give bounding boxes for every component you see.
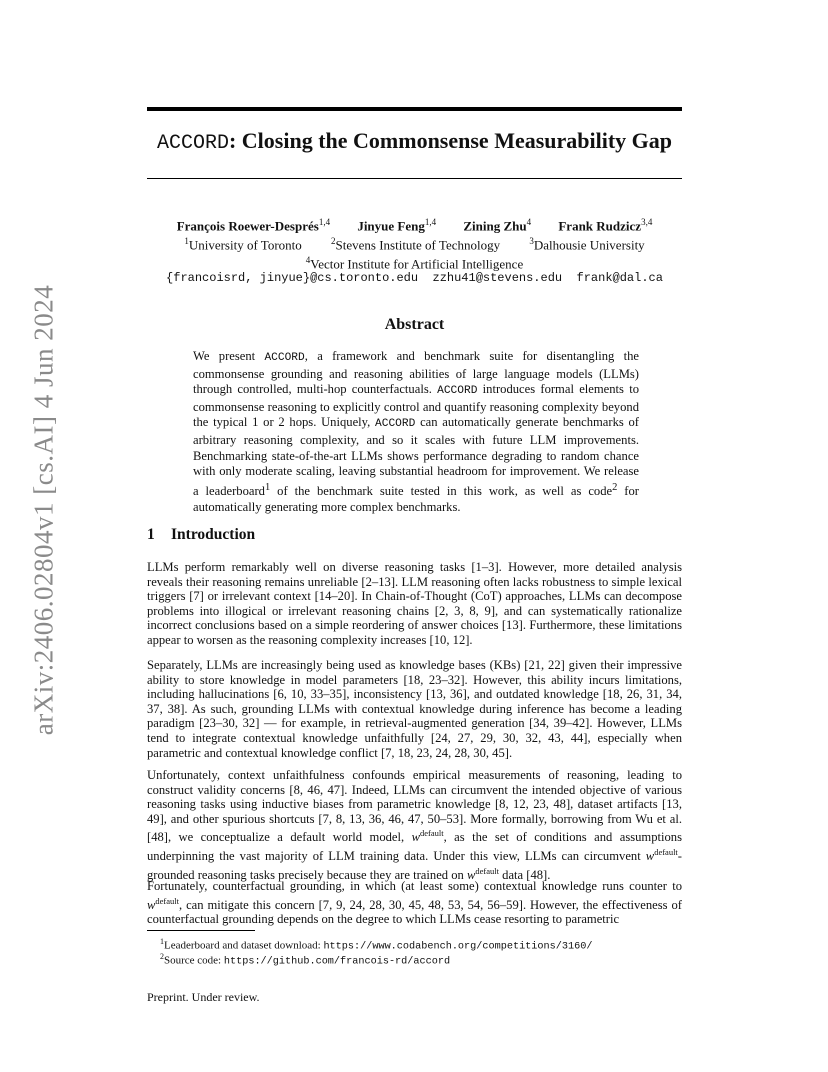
math-w: w	[147, 897, 156, 912]
author-affil: 1,4	[318, 217, 331, 227]
affiliation: Dalhousie University	[533, 237, 645, 253]
preprint-note: Preprint. Under review.	[147, 990, 260, 1004]
section-number: 1	[147, 526, 155, 543]
footnote-link[interactable]: https://github.com/francois-rd/accord	[223, 956, 451, 968]
author-affil: 4	[526, 217, 532, 227]
affiliation: Stevens Institute of Technology	[335, 237, 501, 253]
footnote-marker[interactable]: 2	[612, 481, 618, 493]
title-text: : Closing the Commonsense Measurability Gap	[228, 128, 673, 153]
author-name: Jinyue Feng	[357, 218, 425, 234]
system-name: ACCORD	[264, 352, 305, 364]
arxiv-identifier-text: arXiv:2406.02804v1 [cs.AI] 4 Jun 2024	[28, 284, 59, 736]
paragraph-2: Separately, LLMs are increasingly being used as knowledge bases (KBs) [21, 22] given their impressive ability to store knowledge in model parameters [18, 23–32]. However, this ability incurs limitations, including hallucinations [6, 10, 33–35], inconsistency [13, 36], and outdated knowledge [18, 26, 31, 34, 37, 38]. As such, grounding LLMs with contextual knowledge during inference has become a leading paradigm [23–30, 32] — for example, in retrieval-augmented generation [34, 39–42]. However, LLMs tend to integrate contextual knowledge unfaithfully [24, 27, 29, 30, 32, 43, 44], especially when parametric and contextual knowledge conflict [7, 18, 23, 24, 28, 30, 45].	[147, 658, 682, 760]
paragraph-1: LLMs perform remarkably well on diverse reasoning tasks [1–3]. However, more detailed analysis reveals their reasoning remains unreliable [2–13]. LLM reasoning often lacks robustness to simple lexical triggers [7] or irrelevant context [14–20]. In Chain-of-Thought (CoT) approaches, LLMs can decompose problems into illogical or irrelevant reasoning chains [2, 3, 8, 9], and can systematically rationalize incorrect conclusions based on a simple reordering of answer choices [13]. Furthermore, these limitations appear to worsen as the reasoning complexity increases [10, 12].	[147, 560, 682, 647]
title-bottom-rule	[147, 178, 682, 179]
section-title: Introduction	[171, 526, 256, 543]
title-system-name: ACCORD	[156, 132, 229, 155]
author-name: Frank Rudzicz	[558, 218, 642, 234]
affiliation: University of Toronto	[188, 237, 302, 253]
paragraph-3: Unfortunately, context unfaithfulness confounds empirical measurements of reasoning, leading to construct validity concerns [8, 46, 47]. Indeed, LLMs can circumvent the intended objective of various reasoning tasks using inductive biases from parametric knowledge [8, 12, 23, 48], dataset artifacts [13, 49], and other spurious shortcuts [7, 8, 13, 36, 46, 47, 50–53]. More formally, borrowing from Wu et al. [48], we conceptualize a default world model, $w^{default}$, as the set of conditions and assumptions underpinning the vast majority of LLM training data. Under this view, LLMs can circumvent $w^{default}$-grounded reasoning tasks precisely because they are trained on $w^{default}$ data [48].	[147, 768, 682, 883]
abstract-heading: Abstract	[384, 316, 445, 333]
author-emails: {francoisrd, jinyue}@cs.toronto.edu zzhu41@stevens.edu frank@dal.ca	[166, 271, 663, 286]
section-heading	[147, 526, 255, 544]
paper-title	[147, 128, 682, 155]
affiliation: Vector Institute for Artificial Intelligence	[310, 255, 524, 271]
author-affil: 1,4	[424, 217, 437, 227]
author-name: Zining Zhu	[463, 218, 527, 234]
author-name: François Roewer-Després	[176, 218, 319, 234]
affiliations-line: $^1$University of Toronto $^2$Stevens Institute of Technology $^3$Dalhousie University	[184, 235, 645, 253]
title-top-rule	[147, 107, 682, 111]
author-names	[147, 215, 682, 234]
system-name: ACCORD	[375, 418, 416, 431]
affiliations-line-2: $^4$Vector Institute for Artificial Intelligence	[305, 254, 524, 271]
math-w: w	[411, 830, 420, 845]
footnote-link[interactable]: https://www.codabench.org/competitions/3160/	[323, 941, 593, 953]
footnote-2: $^2$Source code: https://github.com/francois-rd/accord	[160, 952, 451, 968]
arxiv-identifier	[14, 284, 74, 736]
math-w: w	[645, 849, 655, 864]
footnote-marker[interactable]: 1	[264, 481, 271, 493]
author-affil: 3,4	[641, 217, 653, 227]
math-w: w	[466, 868, 476, 883]
system-name: ACCORD	[437, 385, 478, 398]
abstract-text: We present ACCORD, a framework and benchmark suite for disentangling the commonsense grounding and reasoning abilities of large language models (LLMs) through controlled, multi-hop counterfactuals. ACCORD introduces formal elements to commonsense reasoning to explicitly control and quantify reasoning complexity beyond the typical 1 or 2 hops. Uniquely, ACCORD can automatically generate benchmarks of arbitrary reasoning complexity, and so it scales with future LLM improvements. Benchmarking state-of-the-art LLMs shows performance degrading to random chance with only moderate scaling, leaving substantial headroom for improvement. We release a leaderboard$^1$ of the benchmark suite tested in this work, as well as code$^2$ for automatically generating more complex benchmarks.	[193, 349, 640, 514]
footnote-rule	[147, 930, 255, 931]
paragraph-4: Fortunately, counterfactual grounding, in which (at least some) contextual knowledge runs counter to $w^{default}$, can mitigate this concern [7, 9, 24, 28, 30, 45, 48, 53, 54, 56–59]. However, the effectiveness of counterfactual grounding depends on the degree to which LLMs cease resorting to parametric	[147, 879, 682, 927]
author-block	[147, 215, 682, 287]
footnote-1: $^1$Leaderboard and dataset download: https://www.codabench.org/competitions/3160/	[160, 937, 593, 953]
